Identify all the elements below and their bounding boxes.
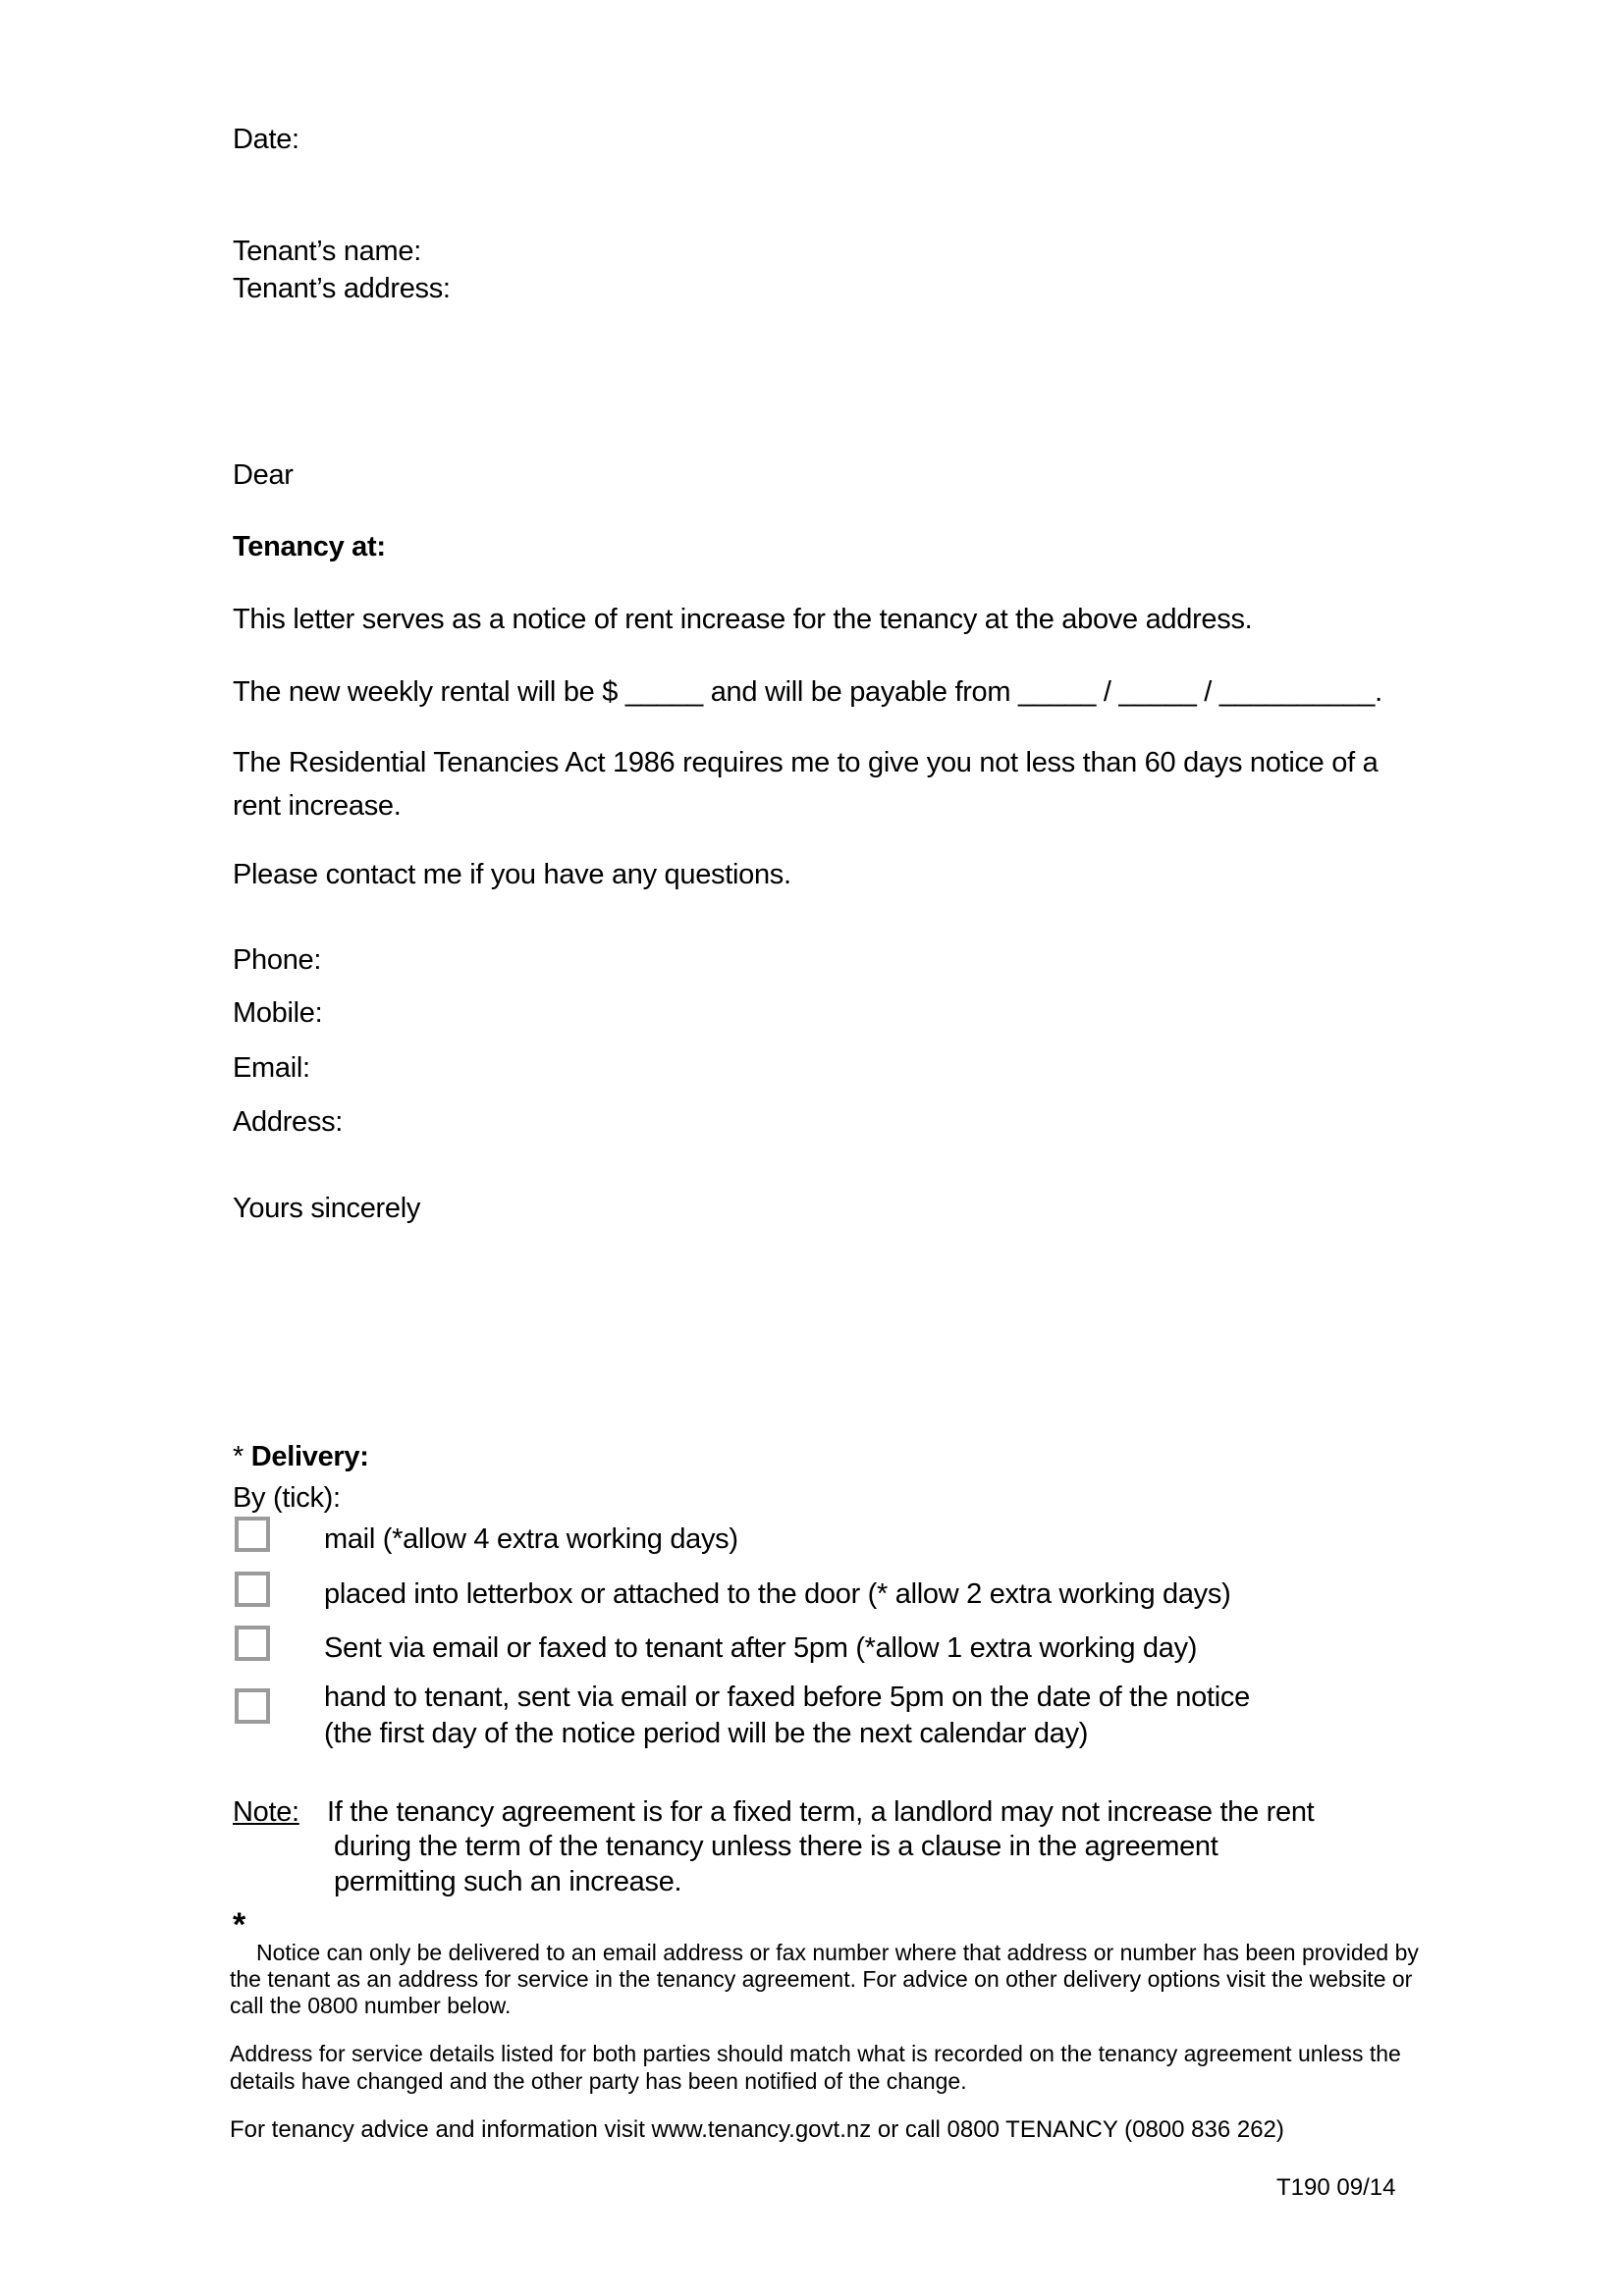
tenant-name-label: Tenant’s name: — [233, 236, 421, 267]
delivery-instruction: By (tick): — [233, 1482, 341, 1514]
delivery-option-label-hand-delivery-line1: hand to tenant, sent via email or faxed before 5pm on the date of the notice — [324, 1682, 1250, 1713]
intro-paragraph: This letter serves as a notice of rent increase for the tenancy at the above address. — [233, 604, 1253, 635]
form-code: T190 09/14 — [1276, 2174, 1396, 2201]
delivery-heading — [233, 1438, 369, 1475]
delivery-option-label-hand-delivery-line2: (the first day of the notice period will be the next calendar day) — [324, 1718, 1089, 1749]
email-label: Email: — [233, 1052, 310, 1084]
fine-print-notice-line: call the 0800 number below. — [230, 1993, 512, 2018]
phone-label: Phone: — [233, 944, 322, 976]
delivery-option-label-letterbox: placed into letterbox or attached to the door (* allow 2 extra working days) — [324, 1578, 1231, 1610]
note-label: Note: — [233, 1796, 299, 1828]
tenancy-advice-line: For tenancy advice and information visit www.tenancy.govt.nz or call 0800 TENANCY (0800 836 262) — [230, 2116, 1284, 2143]
delivery-option-label-email-after-5pm: Sent via email or faxed to tenant after 5pm (*allow 1 extra working day) — [324, 1632, 1198, 1664]
delivery-checkbox-mail[interactable] — [235, 1517, 270, 1552]
fine-print-notice-line: Notice can only be delivered to an email address or fax number where that address or number has been provided by — [256, 1940, 1419, 1965]
salutation: Dear — [233, 459, 294, 491]
delivery-option-label-mail: mail (*allow 4 extra working days) — [324, 1523, 738, 1555]
tenancy-at-heading: Tenancy at: — [233, 531, 386, 562]
note-line: permitting such an increase. — [334, 1866, 682, 1897]
date-label: Date: — [233, 124, 299, 155]
note-line: If the tenancy agreement is for a fixed term, a landlord may not increase the rent — [327, 1796, 1315, 1828]
closing: Yours sincerely — [233, 1193, 421, 1224]
delivery-asterisk: * — [233, 1441, 251, 1472]
address-for-service-line: details have changed and the other party has been notified of the change. — [230, 2068, 967, 2094]
delivery-checkbox-hand-delivery[interactable] — [235, 1688, 270, 1724]
delivery-checkbox-email-after-5pm[interactable] — [235, 1626, 270, 1661]
address-label: Address: — [233, 1106, 344, 1138]
delivery-heading-label: Delivery: — [250, 1441, 369, 1472]
address-for-service-line: Address for service details listed for both parties should match what is recorded on the tenancy agreement unless the — [230, 2041, 1401, 2066]
contact-prompt: Please contact me if you have any questions. — [233, 859, 791, 890]
fine-print-notice-line: the tenant as an address for service in the tenancy agreement. For advice on other delivery options visit the website or — [230, 1966, 1413, 1992]
note-line: during the term of the tenancy unless there is a clause in the agreement — [334, 1831, 1218, 1862]
fine-print-asterisk: * — [233, 1906, 246, 1944]
rental-sentence: The new weekly rental will be $ _____ and will be payable from _____ / _____ / __________. — [233, 676, 1382, 708]
act-notice-line: rent increase. — [233, 790, 402, 822]
act-notice-line: The Residential Tenancies Act 1986 requires me to give you not less than 60 days notice of a — [233, 747, 1379, 778]
mobile-label: Mobile: — [233, 997, 323, 1029]
delivery-checkbox-letterbox[interactable] — [235, 1572, 270, 1607]
tenant-address-label: Tenant’s address: — [233, 273, 451, 304]
